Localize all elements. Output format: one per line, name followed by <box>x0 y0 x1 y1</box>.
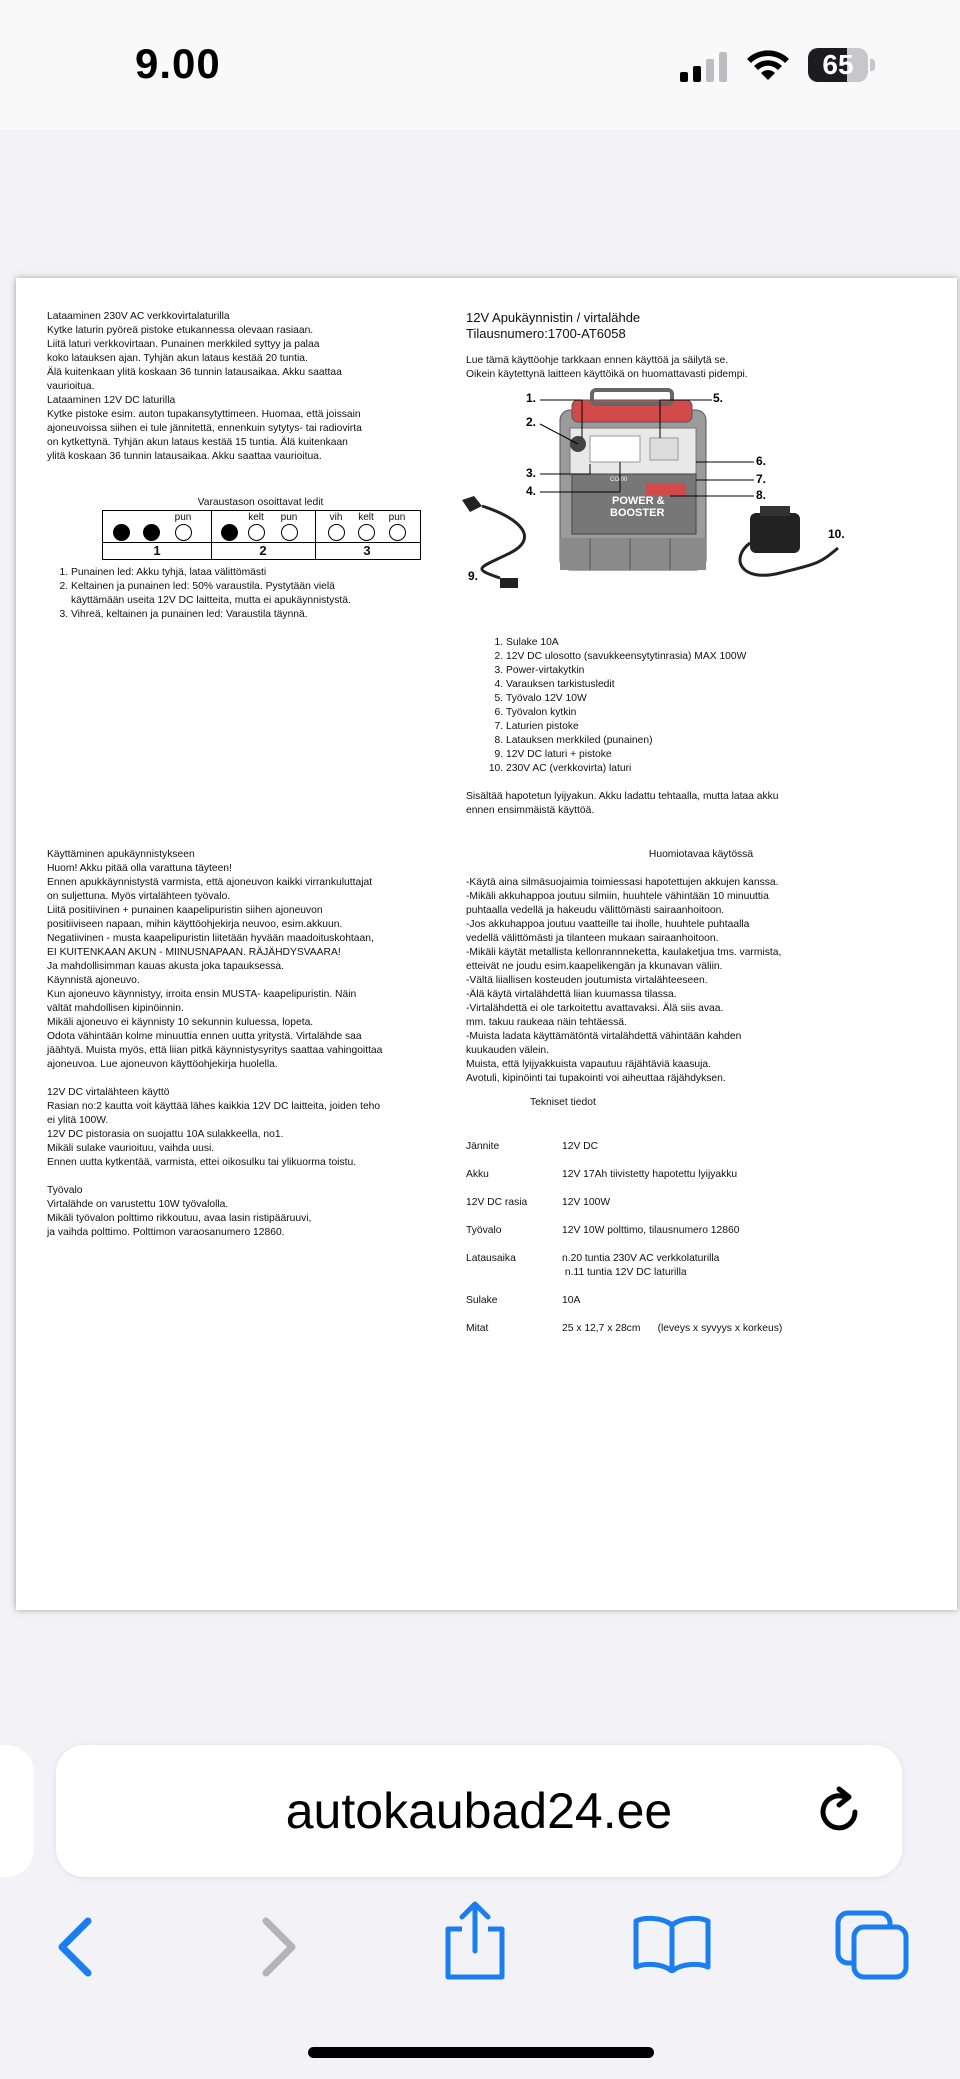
list-item-text: käyttämään useita 12V DC laitteita, mutta ei apukäynnistystä. <box>71 595 351 606</box>
heading-jump-start: Käyttäminen apukäynnistykseen <box>47 849 195 860</box>
spec-row <box>466 1140 936 1154</box>
spec-value: 10A <box>562 1295 581 1306</box>
text-line: -Mikäli akkuhappoa joutuu silmiin, huuhtele vähintään 10 minuuttia <box>466 891 769 902</box>
heading-charging-dc: Lataaminen 12V DC laturilla <box>47 395 176 406</box>
led-label: pun <box>388 512 406 523</box>
status-bar <box>0 0 960 130</box>
text-line: Sisältää hapotetun lyijyakun. Akku ladattu tehtaalla, mutta lataa akku <box>466 791 779 802</box>
spec-row <box>466 1196 936 1210</box>
spec-row <box>466 1252 936 1280</box>
text-line: Virtalähde on varustettu 10W työvalolla. <box>47 1199 229 1210</box>
list-item: 1. Sulake 10A <box>506 636 936 650</box>
led-light-icon <box>389 524 406 541</box>
spec-row <box>466 1294 936 1308</box>
led-table-caption: Varaustason osoittavat ledit <box>197 497 324 508</box>
callout-label: 8. <box>756 488 767 502</box>
spec-key: Sulake <box>466 1295 498 1306</box>
text-line: Muista, että lyijyakkuista vapautuu räjähtäviä kaasuja. <box>466 1059 711 1070</box>
text-line: kuukauden välein. <box>466 1045 550 1056</box>
text-line: -Jos akkuhappoa joutuu vaatteille tai iholle, huuhtele puhtaalla <box>466 919 750 930</box>
spec-key: Työvalo <box>466 1225 502 1236</box>
list-item: 7. Laturien pistoke <box>506 720 936 734</box>
led-label: vih <box>329 512 343 523</box>
text-line: ylitä koskaan 36 tunnin latausaikaa. Akku saattaa vaurioitua. <box>47 451 322 462</box>
heading-dc-use: 12V DC virtalähteen käyttö <box>47 1087 170 1098</box>
led-label: kelt <box>358 512 374 523</box>
callout-label: 2. <box>526 415 537 429</box>
text-line: positiiviseen napaan, mihin käyttöohjekirja neuvoo, esim.akkuun. <box>47 919 343 930</box>
text-line: ja vaihda polttimo. Polttimon varaosanumero 12860. <box>47 1227 285 1238</box>
text-line: Kun ajoneuvo käynnistyy, irroita ensin MUSTA- kaapelipuristin. Näin <box>47 989 357 1000</box>
text-line: etteivät ne joudu esim.kaapelikengän ja kkunavan väliin. <box>466 961 723 972</box>
heading-safety: Huomiotavaa käytössä <box>648 849 754 860</box>
text-line: Mikäli sulake vaurioituu, vaihda uusi. <box>47 1143 215 1154</box>
text-line: Avotuli, kipinöinti tai tupakointi voi aiheuttaa räjähdyksen. <box>466 1073 726 1084</box>
spec-value: 12V DC <box>562 1141 599 1152</box>
text-line: Mikäli työvalon polttimo rikkoutuu, avaa lasin ristipääruuvi, <box>47 1213 312 1224</box>
text-line: Kytke laturin pyöreä pistoke etukannessa olevaan rasiaan. <box>47 325 314 336</box>
reload-icon[interactable] <box>811 1783 869 1841</box>
list-item: 3. Vihreä, keltainen ja punainen led: Varaustila täynnä. <box>71 608 451 622</box>
home-indicator[interactable] <box>308 2047 654 2058</box>
list-item: 9. 12V DC laturi + pistoke <box>506 748 936 762</box>
heading-specs: Tekniset tiedot <box>530 1097 596 1108</box>
jump-start-section <box>47 848 457 1240</box>
wifi-icon <box>745 46 791 82</box>
callout-label: 3. <box>526 466 537 480</box>
text-line: ajoneuvoissa siihen ei tule jännitettä, ennenkuin sytytys- tai radiovirta <box>47 423 362 434</box>
device-brand-line1: POWER & <box>612 495 665 507</box>
spec-value <box>562 1252 719 1280</box>
led-label: pun <box>174 512 192 523</box>
list-item: 2. 12V DC ulosotto (savukkeensytytinrasia) MAX 100W <box>506 650 936 664</box>
text-line: ennen ensimmäistä käyttöä. <box>466 805 595 816</box>
bookmarks-icon[interactable] <box>632 1913 712 1973</box>
text-line: Odota vähintään kolme minuuttia ennen uutta yritystä. Virtalähde saa <box>47 1031 362 1042</box>
url-text[interactable]: autokaubad24.ee <box>285 1783 673 1839</box>
led-table <box>102 510 421 560</box>
browser-toolbar <box>0 1895 960 2035</box>
text-line: Negatiivinen - musta kaapelipuristin liitetään hyvään maadoituskohtaan, <box>47 933 374 944</box>
spec-value-line: n.20 tuntia 230V AC verkkolaturilla <box>562 1253 720 1264</box>
text-line: -Älä käytä virtalähdettä liian kuumassa tilassa. <box>466 989 677 1000</box>
svg-text:CO/00: CO/00 <box>610 477 628 483</box>
text-line: mm. takuu raukeaa näin tehtäessä. <box>466 1017 627 1028</box>
callout-label: 1. <box>526 391 537 405</box>
tabs-icon[interactable] <box>834 1909 910 1981</box>
spec-key: 12V DC rasia <box>466 1197 528 1208</box>
text-line: Liitä positiivinen + punainen kaapelipuristin siihen ajoneuvon <box>47 905 323 916</box>
led-list <box>31 566 451 622</box>
group-number: 1 <box>153 543 161 558</box>
group-number: 3 <box>363 543 371 558</box>
led-light-icon <box>281 524 298 541</box>
address-bar[interactable] <box>56 1745 902 1877</box>
share-icon[interactable] <box>440 1899 510 1981</box>
status-time: 9.00 <box>135 40 221 87</box>
text-line: on suljettuna. Myös virtalähteen työvalo. <box>47 891 231 902</box>
text-line: Rasian no:2 kautta voit käyttää lähes kaikkia 12V DC laitteita, joiden teho <box>47 1101 381 1112</box>
led-light-icon <box>175 524 192 541</box>
text-line: ei ylitä 100W. <box>47 1115 109 1126</box>
product-header <box>466 310 936 382</box>
led-label: kelt <box>248 512 264 523</box>
document-page <box>16 278 957 1610</box>
text-line: -Virtalähdettä ei ole tarkoitettu avattavaksi. Älä siis avaa. <box>466 1003 724 1014</box>
safety-section <box>466 848 936 1336</box>
led-dark-icon <box>143 524 160 541</box>
list-item: 5. Työvalo 12V 10W <box>506 692 936 706</box>
text-line: Huom! Akku pitää olla varattuna täyteen! <box>47 863 232 874</box>
text-line: -Muista ladata käyttämätöntä virtalähdettä vähintään kahden <box>466 1031 742 1042</box>
list-item: 8. Latauksen merkkiled (punainen) <box>506 734 936 748</box>
list-item: 4. Varauksen tarkistusledit <box>506 678 936 692</box>
callout-label: 9. <box>468 569 479 583</box>
callout-label: 10. <box>828 527 845 541</box>
spec-value: 12V 10W polttimo, tilausnumero 12860 <box>562 1225 740 1236</box>
led-dark-icon <box>113 524 130 541</box>
list-item: 1. Punainen led: Akku tyhjä, lataa välittömästi <box>71 566 451 580</box>
battery-icon <box>808 48 876 82</box>
led-dark-icon <box>221 524 238 541</box>
list-item-text: Keltainen ja punainen led: 50% varaustila. Pystytään vielä <box>71 581 335 592</box>
callout-label: 7. <box>756 472 767 486</box>
text-line: Ja mahdollisimman kauas akusta joka tapauksessa. <box>47 961 284 972</box>
text-line: vaurioitua. <box>47 381 95 392</box>
text-line: vedellä välittömästi ja tilanteen mukaan sairaanhoitoon. <box>466 933 719 944</box>
spec-row <box>466 1224 936 1238</box>
text-line: Ennen apukkäynnistystä varmista, että ajoneuvon kaikki virrankuluttajat <box>47 877 373 888</box>
text-line: Älä kuitenkaan ylitä koskaan 36 tunnin latausaikaa. Akku saattaa <box>47 367 342 378</box>
device-illustration <box>460 388 856 603</box>
spec-value: 25 x 12,7 x 28cm (leveys x syvyys x korkeus) <box>562 1323 783 1334</box>
text-line: Kytke pistoke esim. auton tupakansytyttimeen. Huomaa, että joissain <box>47 409 361 420</box>
text-line: Mikäli ajoneuvo ei käynnisty 10 sekunnin kuluessa, lopeta. <box>47 1017 314 1028</box>
callout-label: 5. <box>713 391 724 405</box>
list-item: 3. Power-virtakytkin <box>506 664 936 678</box>
spec-row <box>466 1322 936 1336</box>
text-line: Käynnistä ajoneuvo. <box>47 975 140 986</box>
list-item <box>71 580 451 608</box>
text-line: -Vältä liiallisen kosteuden joutumista virtalähteeseen. <box>466 975 708 986</box>
order-number: Tilausnumero:1700-AT6058 <box>466 326 626 341</box>
text-line: Liitä laturi verkkovirtaan. Punainen merkkiled syttyy ja palaa <box>47 339 320 350</box>
led-light-icon <box>328 524 345 541</box>
text-line: jäähtyä. Muista myös, että liian pitkä käynnistysyritys saattaa vahingoittaa <box>47 1045 383 1056</box>
spec-key: Jännite <box>466 1141 500 1152</box>
back-icon[interactable] <box>52 1915 96 1979</box>
text-line: 12V DC pistorasia on suojattu 10A sulakkeella, no1. <box>47 1129 284 1140</box>
device-brand-line2: BOOSTER <box>610 507 665 519</box>
heading-work-light: Työvalo <box>47 1185 83 1196</box>
spec-key: Mitat <box>466 1323 489 1334</box>
text-line: Lue tämä käyttöohje tarkkaan ennen käyttöä ja säilytä se. <box>466 355 729 366</box>
text-line: Ennen uutta kytkentää, varmista, ettei oikosulku tai ylikuorma toistu. <box>47 1157 357 1168</box>
text-line: ajoneuvoa. Lue ajoneuvon käyttöohjekirja huolella. <box>47 1059 278 1070</box>
text-line: vältät mahdollisen kipinöinnin. <box>47 1003 184 1014</box>
charging-section <box>47 310 447 464</box>
callout-label: 6. <box>756 454 767 468</box>
text-line: -Käytä aina silmäsuojaimia toimiessasi hapotettujen akkujen kanssa. <box>466 877 779 888</box>
previous-tab-preview[interactable] <box>0 1745 34 1877</box>
text-line: EI KUITENKAAN AKUN - MIINUSNAPAAN. RÄJÄHDYSVAARA! <box>47 947 341 958</box>
spec-key: Latausaika <box>466 1253 516 1264</box>
led-label: pun <box>280 512 298 523</box>
text-line: -Mikäli käytät metallista kellonrannneketta, kaulaketjua tms. varmista, <box>466 947 782 958</box>
list-item: 10. 230V AC (verkkovirta) laturi <box>506 762 936 776</box>
battery-percent: 65 <box>822 49 854 80</box>
parts-list <box>466 636 936 818</box>
group-number: 2 <box>259 543 267 558</box>
callout-label: 4. <box>526 484 537 498</box>
text-line: on kytkettynä. Tyhjän akun lataus kestää 15 tuntia. Älä kuitenkaan <box>47 437 348 448</box>
spec-value: 12V 100W <box>562 1197 611 1208</box>
spec-value: 12V 17Ah tiivistetty hapotettu lyijyakku <box>562 1169 738 1180</box>
cellular-signal-icon <box>680 52 730 82</box>
spec-key: Akku <box>466 1169 489 1180</box>
spec-value-line: n.11 tuntia 12V DC laturilla <box>562 1267 687 1278</box>
text-line: koko latauksen ajan. Tyhjän akun lataus kestää 20 tuntia. <box>47 353 308 364</box>
heading-charging-ac: Lataaminen 230V AC verkkovirtalaturilla <box>47 311 230 322</box>
forward-icon[interactable] <box>258 1915 302 1979</box>
text-line: puhtaalla vedellä ja hakeudu välittömästi sairaanhoitoon. <box>466 905 725 916</box>
led-light-icon <box>248 524 265 541</box>
spec-row <box>466 1168 936 1182</box>
text-line: Oikein käytettynä laitteen käyttöikä on huomattavasti pidempi. <box>466 369 748 380</box>
list-item: 6. Työvalon kytkin <box>506 706 936 720</box>
product-title: 12V Apukäynnistin / virtalähde <box>466 310 641 325</box>
led-light-icon <box>358 524 375 541</box>
